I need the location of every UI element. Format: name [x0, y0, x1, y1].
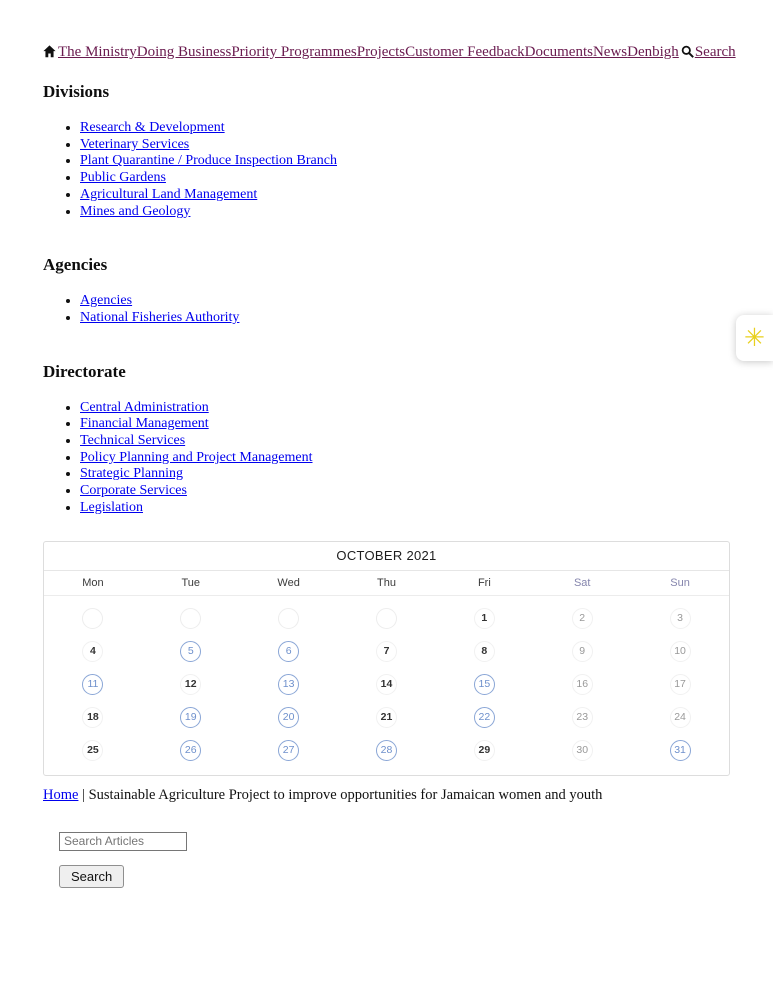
top-navigation — [43, 43, 736, 61]
section-link[interactable]: National Fisheries Authority — [80, 309, 240, 325]
calendar-cell — [240, 734, 338, 767]
calendar-day: 12 — [180, 674, 201, 695]
list-item — [80, 500, 730, 517]
article-search — [59, 832, 730, 888]
calendar-cell — [533, 668, 631, 701]
calendar-day-link[interactable]: 31 — [670, 740, 691, 761]
calendar-day-link[interactable]: 28 — [376, 740, 397, 761]
calendar-day: 21 — [376, 707, 397, 728]
calendar-day-header: Mon — [82, 576, 104, 589]
section-directorate — [43, 362, 730, 517]
calendar-day: 17 — [670, 674, 691, 695]
calendar-day: 18 — [82, 707, 103, 728]
calendar-cell — [44, 668, 142, 701]
nav-link[interactable]: News — [592, 44, 628, 60]
calendar-day: 16 — [572, 674, 593, 695]
list-item — [80, 400, 730, 417]
nav-link[interactable]: Priority Programmes — [231, 44, 357, 60]
calendar-cell — [631, 668, 729, 701]
calendar-cell — [435, 734, 533, 767]
nav-link[interactable]: The Ministry — [58, 44, 137, 60]
list-item — [80, 137, 730, 154]
calendar-day-header: Sat — [573, 576, 591, 589]
list-item — [80, 170, 730, 187]
nav-search-label: Search — [694, 44, 736, 60]
list-item — [80, 153, 730, 170]
calendar-day — [82, 608, 103, 629]
calendar-cell — [44, 635, 142, 668]
list-item — [80, 293, 730, 310]
search-icon — [679, 44, 695, 60]
calendar-cell — [338, 668, 436, 701]
list-item — [80, 416, 730, 433]
calendar-cell — [338, 701, 436, 734]
calendar-day-header: Tue — [181, 576, 201, 589]
calendar-day: 24 — [670, 707, 691, 728]
accessibility-widget-button[interactable] — [736, 315, 773, 361]
calendar-cell — [142, 668, 240, 701]
section-divisions — [43, 82, 730, 220]
calendar-day-link[interactable]: 19 — [180, 707, 201, 728]
list-item — [80, 120, 730, 137]
calendar-day-link[interactable]: 22 — [474, 707, 495, 728]
asterisk-icon: ✳ — [744, 324, 765, 352]
calendar-cell — [435, 635, 533, 668]
calendar-cell — [533, 635, 631, 668]
calendar-day-link[interactable]: 27 — [278, 740, 299, 761]
section-title: Agencies — [43, 255, 108, 275]
calendar-day: 23 — [572, 707, 593, 728]
section-link[interactable]: Public Gardens — [80, 170, 166, 186]
section-link[interactable]: Legislation — [80, 499, 143, 515]
calendar-day-link[interactable]: 5 — [180, 641, 201, 662]
section-link-list — [43, 293, 730, 326]
breadcrumb-page-title: Sustainable Agriculture Project to improve opportunities for Jamaican women and youth — [88, 786, 603, 803]
calendar-day-link[interactable]: 15 — [474, 674, 495, 695]
calendar-day: 30 — [572, 740, 593, 761]
calendar-cell — [533, 734, 631, 767]
list-item — [80, 310, 730, 327]
section-link[interactable]: Agencies — [80, 293, 133, 309]
calendar-day — [180, 608, 201, 629]
calendar-day-link[interactable]: 6 — [278, 641, 299, 662]
calendar-cell — [338, 734, 436, 767]
list-item — [80, 483, 730, 500]
calendar-cell — [44, 701, 142, 734]
calendar-day: 3 — [670, 608, 691, 629]
calendar-cell — [142, 701, 240, 734]
calendar-day — [376, 608, 397, 629]
section-link[interactable]: Technical Services — [80, 433, 186, 449]
calendar-cell — [435, 602, 533, 635]
calendar-cell — [631, 602, 729, 635]
section-link-list — [43, 400, 730, 517]
calendar-day: 9 — [572, 641, 593, 662]
section-link[interactable]: Mines and Geology — [80, 203, 191, 219]
section-agencies — [43, 255, 730, 326]
calendar-cell — [44, 602, 142, 635]
section-link[interactable]: Policy Planning and Project Management — [80, 449, 313, 465]
section-link-list — [43, 120, 730, 220]
section-title: Divisions — [43, 82, 110, 101]
calendar-day-link[interactable]: 13 — [278, 674, 299, 695]
section-link[interactable]: Agricultural Land Management — [80, 186, 258, 202]
breadcrumb-separator: | — [82, 786, 85, 803]
calendar-cell — [631, 701, 729, 734]
calendar-cell — [142, 734, 240, 767]
nav-search-link[interactable] — [679, 44, 736, 60]
calendar-day: 14 — [376, 674, 397, 695]
calendar-day-link[interactable]: 20 — [278, 707, 299, 728]
section-link[interactable]: Central Administration — [80, 399, 209, 415]
calendar-day-header: Thu — [377, 576, 396, 589]
calendar-day: 1 — [474, 608, 495, 629]
calendar-cell — [533, 602, 631, 635]
calendar-cell — [338, 602, 436, 635]
calendar-title: OCTOBER 2021 — [44, 542, 729, 571]
calendar-day: 7 — [376, 641, 397, 662]
section-link[interactable]: Plant Quarantine / Produce Inspection Branch — [80, 153, 337, 169]
nav-links — [58, 44, 679, 60]
list-item — [80, 204, 730, 221]
calendar-cell — [240, 668, 338, 701]
calendar-cell — [435, 701, 533, 734]
calendar-widget — [43, 541, 730, 776]
calendar-day — [278, 608, 299, 629]
calendar-day: 10 — [670, 641, 691, 662]
article-search-input[interactable] — [59, 832, 187, 851]
nav-link[interactable]: Documents — [524, 44, 593, 60]
calendar-day-headers — [44, 571, 729, 596]
section-link[interactable]: Veterinary Services — [80, 136, 190, 152]
calendar-day: 2 — [572, 608, 593, 629]
home-icon[interactable] — [43, 44, 58, 60]
calendar-cell — [240, 602, 338, 635]
calendar-cell — [240, 701, 338, 734]
list-item — [80, 187, 730, 204]
calendar-cell — [240, 635, 338, 668]
list-item — [80, 450, 730, 467]
calendar-cell — [435, 668, 533, 701]
calendar-cell — [533, 701, 631, 734]
section-link[interactable]: Corporate Services — [80, 483, 187, 499]
calendar-day: 29 — [474, 740, 495, 761]
nav-link[interactable]: Projects — [356, 44, 406, 60]
calendar-day: 25 — [82, 740, 103, 761]
calendar-day-header: Fri — [477, 576, 491, 589]
calendar-cell — [44, 734, 142, 767]
calendar-day-link[interactable]: 26 — [180, 740, 201, 761]
section-title: Directorate — [43, 361, 126, 381]
calendar-cell — [338, 635, 436, 668]
calendar-day: 4 — [82, 641, 103, 662]
article-search-button[interactable]: Search — [59, 865, 124, 888]
calendar-day-header: Sun — [670, 576, 690, 589]
section-link[interactable]: Financial Management — [80, 416, 209, 432]
nav-link[interactable]: Doing Business — [136, 44, 232, 60]
section-link[interactable]: Research & Development — [80, 120, 225, 135]
calendar-cell — [631, 635, 729, 668]
calendar-cell — [631, 734, 729, 767]
list-item — [80, 466, 730, 483]
breadcrumb — [43, 787, 730, 804]
calendar-day-header: Wed — [277, 576, 300, 589]
section-link[interactable]: Strategic Planning — [80, 466, 184, 482]
list-item — [80, 433, 730, 450]
calendar-grid — [44, 596, 729, 775]
calendar-day: 8 — [474, 641, 495, 662]
calendar-cell — [142, 602, 240, 635]
breadcrumb-home-link[interactable]: Home — [43, 786, 79, 803]
calendar-day-link[interactable]: 11 — [82, 674, 103, 695]
nav-link[interactable]: Denbigh — [627, 44, 679, 60]
calendar-cell — [142, 635, 240, 668]
nav-link[interactable]: Customer Feedback — [405, 44, 525, 60]
